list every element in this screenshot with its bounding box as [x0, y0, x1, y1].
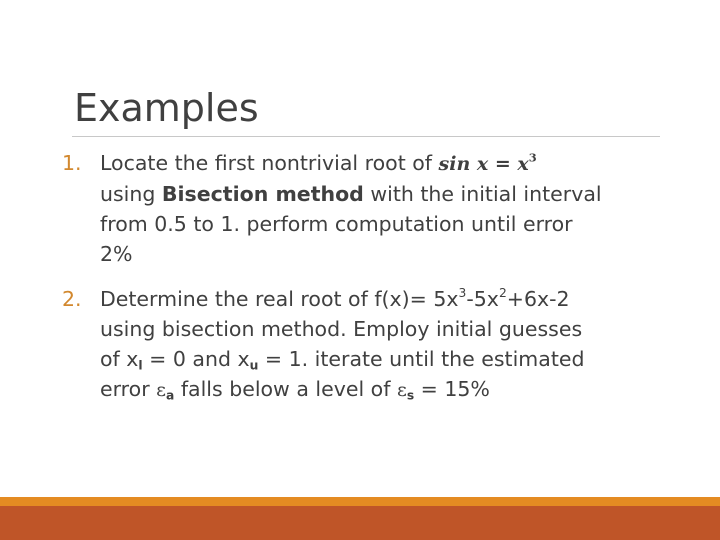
item-text: Determine the real root of f(x)= 5x — [100, 287, 459, 311]
item-text: Locate the first nontrivial root of — [100, 151, 439, 175]
subscript: l — [138, 358, 143, 373]
title-divider — [72, 136, 660, 137]
item-text: of x — [100, 347, 139, 371]
subscript: a — [166, 388, 175, 403]
epsilon-symbol: ε — [156, 379, 166, 401]
item-text: falls below a level of — [174, 377, 397, 401]
item-line — [100, 148, 660, 179]
item-line: 2% — [100, 242, 133, 266]
item-line — [100, 374, 660, 405]
item-line — [100, 179, 660, 209]
item-text: -5x — [466, 287, 499, 311]
superscript: 3 — [458, 285, 467, 300]
item-line: using bisection method. Employ initial guesses — [100, 317, 583, 341]
equation — [438, 150, 537, 175]
example-item-1 — [62, 148, 660, 269]
item-text: +6x-2 — [506, 287, 570, 311]
item-text: with the initial interval — [363, 182, 602, 206]
item-line — [100, 344, 660, 374]
item-text: = 15% — [414, 377, 490, 401]
example-item-2 — [62, 284, 660, 405]
subscript: u — [249, 358, 259, 373]
footer-bar — [0, 506, 720, 540]
item-text: = 1. iterate until the estimated — [258, 347, 585, 371]
equation-exponent: 3 — [528, 150, 537, 165]
superscript: 2 — [498, 285, 507, 300]
subscript: s — [406, 388, 415, 403]
item-line — [100, 284, 660, 314]
item-line: from 0.5 to 1. perform computation until error — [100, 212, 573, 236]
equation-equals: = — [488, 153, 518, 175]
slide-title: Examples — [74, 86, 259, 130]
item-number: 2. — [62, 287, 82, 311]
epsilon-symbol: ε — [396, 379, 407, 401]
method-name: Bisection method — [161, 182, 364, 206]
item-text: error — [100, 377, 157, 401]
item-text: using — [100, 182, 162, 206]
footer-accent-bar — [0, 497, 720, 506]
equation-rhs: x — [517, 153, 529, 175]
equation-lhs: sin x — [438, 153, 489, 175]
item-number: 1. — [62, 151, 82, 175]
item-text: = 0 and x — [142, 347, 250, 371]
